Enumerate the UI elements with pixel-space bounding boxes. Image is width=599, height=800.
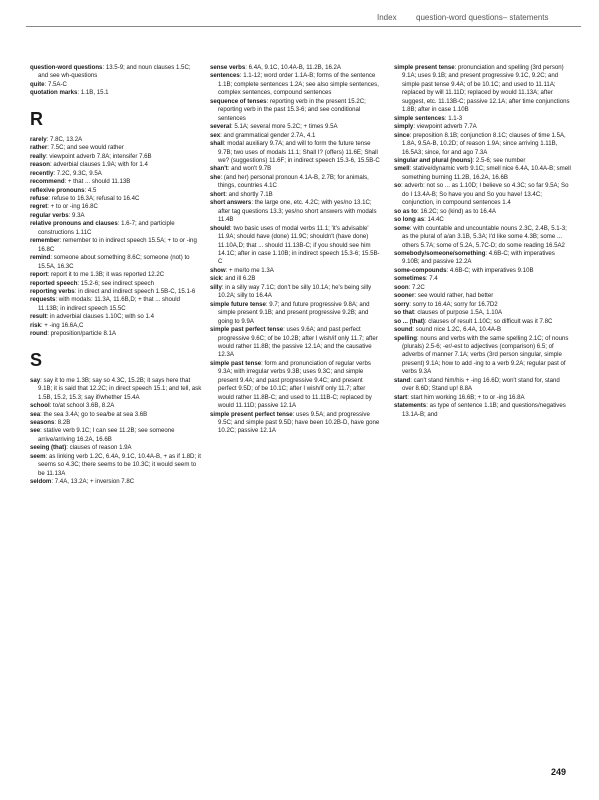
index-entry	[394, 165, 572, 182]
index-entry	[210, 199, 382, 224]
index-references: : with countable and uncountable nouns 2.3C, 2.4B, 5.1-3; as the plural of a/an 3.1B, 5.3A; I'd like some 4.3B; some ... others 5.7A; some of 5.2A, 5.7C-D; do some reading 16.5A2	[402, 224, 567, 249]
index-references: : and won't 9.7B	[227, 165, 272, 173]
index-references: : 4.5	[84, 186, 97, 194]
index-entry	[30, 444, 202, 452]
index-references: : 2.5-6; see number	[472, 156, 526, 164]
index-headword: really	[30, 152, 46, 160]
index-headword: school	[30, 402, 50, 410]
index-references: : nouns and verbs with the same spelling 2.1C; of nouns (plurals) 2.5-6; -er/-est to adjectives (comparison) 6.5; of adverbs of manner 7.1A; verbs (3rd person singular, simple present) 9.1A; how to add -ing to a verb 9.2A; regular past of verbs 9.3A	[402, 334, 569, 376]
index-references: : remember to in indirect speech 15.5A; + to or -ing 16.8C	[38, 237, 197, 253]
index-headword: recently	[30, 169, 54, 177]
index-entry	[30, 296, 202, 313]
index-headword: seasons	[30, 418, 55, 426]
index-headword: since	[394, 131, 410, 139]
index-entry	[210, 191, 382, 199]
index-entry	[394, 64, 572, 115]
index-headword: simple present perfect tense	[210, 410, 293, 418]
index-headword: round	[30, 330, 48, 338]
index-references: : and ill 6.2B	[221, 275, 256, 283]
index-references: : + to or -ing 16.8C	[47, 203, 98, 211]
index-entry	[394, 208, 572, 216]
index-references: : preposition 8.1B; conjunction 8.1C; clauses of time 1.5A, 1.8A, 9.5A-B, 10.2D; of reason 1.9A; since arriving 1.11B, 16.5A3; since, for and ago 7.3A	[402, 131, 566, 156]
index-headword: reported speech	[30, 279, 78, 287]
index-headword: silly	[210, 283, 222, 291]
index-headword: regret	[30, 203, 48, 211]
index-headword: so	[394, 182, 402, 190]
index-entry	[394, 182, 572, 207]
index-entry	[394, 275, 572, 283]
index-entry	[210, 132, 382, 140]
index-column-2	[210, 64, 382, 436]
index-entry	[30, 153, 202, 161]
index-headword: sea	[30, 410, 41, 418]
index-references: : someone about something 8.6C; someone (not) to 15.5A, 16.3C	[38, 254, 190, 270]
index-entry	[30, 411, 202, 419]
index-column-3	[394, 64, 572, 419]
index-headword: risk	[30, 321, 41, 329]
index-references: : to/at school 3.6B, 8.2A	[49, 402, 115, 410]
index-headword: stand	[394, 376, 411, 384]
index-references: : refuse to 16.3A; refusal to 16.4C	[48, 194, 140, 202]
index-references: : (and her) personal pronoun 4.1A-B, 2.7B; for animals, things, countries 4.1C	[218, 173, 369, 190]
running-head-range: question-word questions– statements	[416, 13, 549, 22]
index-entry	[210, 165, 382, 173]
index-entry	[30, 427, 202, 444]
index-headword: singular and plural (nouns)	[394, 156, 473, 164]
index-headword: quotation marks	[30, 89, 78, 97]
index-entry	[30, 161, 202, 169]
page-header	[0, 0, 599, 40]
index-references: : 1.1-12; word order 1.1A-B; forms of the sentence 1.1B; complete sentences 1.2A; see also simple sentences, complex sentences, compound sentences	[218, 72, 379, 97]
index-entry	[210, 72, 382, 97]
index-entry	[30, 178, 202, 186]
index-entry	[394, 284, 572, 292]
index-headword: smell	[394, 165, 410, 173]
index-headword: show	[210, 266, 226, 274]
index-headword: some-compounds	[394, 266, 447, 274]
index-headword: simply	[394, 123, 414, 131]
index-entry	[30, 478, 202, 486]
index-references: : 7.5C; and see would rather	[47, 144, 124, 152]
index-headword: start	[394, 393, 408, 401]
index-headword: simple sentences	[394, 114, 445, 122]
index-entry	[210, 140, 382, 165]
index-headword: relative pronouns and clauses	[30, 220, 118, 228]
index-headword: shall	[210, 140, 224, 148]
index-headword: reporting verbs	[30, 287, 75, 295]
index-references: : as linking verb 1.2C, 6.4A, 9.1C, 10.4A-B, + as if 1.8D; it seems so 4.3C; there seems to be 10.3C; it would seem to be 11.13A	[38, 452, 201, 477]
index-entry	[30, 322, 202, 330]
index-headword: rather	[30, 144, 48, 152]
index-references: : and shortly 7.1B	[225, 190, 273, 198]
index-entry	[30, 170, 202, 178]
index-headword: simple past tense	[210, 359, 262, 367]
index-entry	[30, 81, 202, 89]
index-references: : in adverbial clauses 1.10C; with so 1.4	[46, 313, 154, 321]
index-entry	[30, 64, 202, 81]
index-entry	[30, 377, 202, 402]
index-headword: refuse	[30, 194, 49, 202]
index-entry	[394, 335, 572, 377]
index-entry	[30, 237, 202, 254]
header-divider	[26, 26, 581, 27]
index-entry	[394, 318, 572, 326]
index-references: : 9.3A	[68, 211, 85, 219]
index-entry	[394, 309, 572, 317]
index-references: : can't stand him/his + -ing 16.6D; won't stand for, stand over 8.6D; Stand up! 8.8A	[402, 376, 560, 393]
index-references: : + -ing 16.6A,C	[40, 321, 84, 329]
index-entry	[210, 326, 382, 360]
index-entry	[210, 98, 382, 123]
index-references: : 13.5-9; and noun clauses 1.5C; and see wh-questions	[38, 64, 191, 80]
index-references: : and grammatical gender 2.7A, 4.1	[220, 131, 316, 139]
index-headword: several	[210, 123, 232, 131]
index-entry	[394, 394, 572, 402]
index-entry	[30, 453, 202, 478]
index-entry	[394, 326, 572, 334]
running-head-section: Index	[377, 13, 397, 22]
index-headword: seem	[30, 452, 46, 460]
index-headword: so that	[394, 309, 414, 317]
index-references: : + that ... should 11.13B	[64, 178, 131, 186]
index-entry	[394, 377, 572, 394]
index-headword: see	[30, 427, 41, 435]
index-entry	[30, 419, 202, 427]
index-entry	[210, 275, 382, 283]
index-headword: so long as	[394, 216, 425, 224]
index-entry	[210, 301, 382, 326]
index-references: : as type of sentence 1.1B; and questions/negatives 13.1A-B; and	[402, 402, 566, 418]
index-headword: somebody/someone/something	[394, 249, 486, 257]
index-headword: requests	[30, 296, 56, 304]
index-entry	[30, 89, 202, 97]
section-letter: S	[30, 349, 43, 370]
index-references: : uses 9.5A; and progressive 9.5C; and simple past 9.5D; have been 10.2B-D, have gone 10.2C; passive 12.1A	[218, 410, 380, 435]
index-entry	[394, 216, 572, 224]
index-headword: sentences	[210, 72, 240, 80]
index-references: : the sea 3.4A; go to sea/be at sea 3.6B	[40, 410, 148, 418]
index-entry	[30, 280, 202, 288]
index-entry	[30, 195, 202, 203]
index-entry	[210, 411, 382, 436]
index-references: : form and pronunciation of regular verbs 9.3A; with irregular verbs 9.3B; uses 9.3C; and simple present 9.4A; and past progressive 9.4C; and present perfect 9.5D; of be 10.1C; after I wish/if only 11.7; after would rather 11.8B-C; and used to 11.11B-C; replaced by would 11.11D; passive 12.1A	[218, 359, 372, 410]
index-references: : adverb: not so ... as 1.10D; I believe so 4.3C; so far 9.5A; So do I 13.4A-B; So have you and So you have! 13.4C; conjunction, in compound sentences 1.4	[401, 182, 569, 207]
index-references: : 1.1-3	[444, 114, 463, 122]
index-headword: question-word questions	[30, 64, 103, 71]
index-entry	[30, 254, 202, 271]
index-entry	[210, 284, 382, 301]
index-references: : 7.8C, 13.2A	[46, 135, 83, 143]
index-entry	[30, 313, 202, 321]
index-references: : adverbial clauses 1.9A; with for 1.4	[49, 161, 148, 169]
index-entry	[394, 267, 572, 275]
index-headword: sense verbs	[210, 64, 246, 71]
index-references: : clauses of purpose 1.5A, 1.10A	[413, 309, 503, 317]
index-headword: so as to	[394, 207, 418, 215]
index-entry	[210, 64, 382, 72]
index-entry	[30, 220, 202, 237]
index-references: : 1.1B, 15.1	[77, 89, 109, 97]
index-references: : pronunciation and spelling (3rd person) 9.1A; uses 9.1B; and present progressive 9.1C, 9.2C; and simple past tense 9.4A; of be 10.1C; and used to 11.11A; replaced by will 11.11D; replaced by would 11.13A; after suggest, etc. 11.13B-C; passive 12.1A; after time conjunctions 1.8B; after in case 1.10B	[402, 64, 570, 114]
index-references: : uses 9.6A; and past perfect progressive 9.6C; of be 10.2B; after I wish/if only 11.7; after would rather 11.8B; the passive 12.1A; and the causative 12.3A	[218, 326, 378, 359]
index-entry	[210, 174, 382, 191]
index-entry	[30, 288, 202, 296]
index-headword: spelling	[394, 334, 418, 342]
index-references: : 7.4	[425, 275, 438, 283]
index-references: : 7.2C	[408, 283, 425, 291]
index-references: : stative/dynamic verb 9.1C; smell nice 6.4A, 10.4A-B; smell something burning 11.2B, 16.2A, 16.6B	[402, 165, 571, 181]
page-number: 249	[551, 767, 567, 777]
index-headword: statements	[394, 402, 427, 410]
index-references: : 6.4A, 9.1C, 10.4A-B, 11.2B, 16.2A	[245, 64, 341, 71]
index-headword: should	[210, 224, 230, 232]
index-references: : sound nice 1.2C, 6.4A, 10.4A-B	[412, 326, 502, 334]
index-entry	[394, 402, 572, 419]
index-headword: result	[30, 313, 47, 321]
index-references: : stative verb 9.1C; I can see 11.2B; see someone arrive/arriving 16.2A, 16.6B	[38, 427, 175, 443]
index-references: : 9.7; and future progressive 9.8A; and simple present 9.1B; and present progressive 9.2B; and going to 9.9A	[218, 300, 370, 325]
index-headword: reflexive pronouns	[30, 186, 85, 194]
index-entry	[30, 402, 202, 410]
index-headword: sooner	[394, 292, 415, 300]
index-references: : in direct and indirect speech 1.5B-C, 15.1-6	[74, 287, 196, 295]
index-references: : see would rather, had better	[414, 292, 494, 300]
index-headword: simple past perfect tense	[210, 326, 284, 334]
index-headword: say	[30, 376, 41, 384]
index-headword: short answers	[210, 199, 252, 207]
index-references: : 14.4C	[424, 216, 444, 224]
index-headword: sex	[210, 131, 221, 139]
index-headword: shan't	[210, 165, 228, 173]
index-entry	[210, 123, 382, 131]
index-entry	[30, 212, 202, 220]
index-references: : clauses of result 1.10C; so difficult was it 7.8C	[424, 317, 553, 325]
index-headword: recommend	[30, 178, 65, 186]
index-entry	[394, 115, 572, 123]
index-references: : 15.2-6; see indirect speech	[77, 279, 154, 287]
index-headword: sorry	[394, 300, 410, 308]
index-entry	[394, 123, 572, 131]
section-letter: R	[30, 108, 43, 129]
index-entry	[210, 267, 382, 275]
index-entry	[30, 136, 202, 144]
index-entry	[30, 203, 202, 211]
index-references: : 4.6B-C; with imperatives 9.10B; and passive 12.2A	[402, 249, 555, 266]
index-headword: remind	[30, 254, 51, 262]
index-entry	[30, 330, 202, 338]
index-references: : 5.1A; several more 5.2C; + times 9.5A	[231, 123, 338, 131]
index-headword: sequence of tenses	[210, 97, 267, 105]
index-references: : the large one, etc. 4.2C; with yes/no 13.1C; after tag questions 13.3; yes/no short answers with modals 11.4B	[218, 199, 377, 224]
index-references: : 7.5A-C	[44, 80, 67, 88]
index-entry	[394, 250, 572, 267]
index-headword: simple future tense	[210, 300, 266, 308]
index-references: : 8.2B	[54, 418, 71, 426]
index-references: : modal auxiliary 9.7A; and will to form the future tense 9.7B; two uses of modals 11.1; Shall I? (offers) 11.6E; Shall we? (suggestions) 11.6F; in indirect speech 15.3-6, 15.5B-C	[218, 140, 380, 164]
index-references: : sorry to 16.4A; sorry for 16.7D2	[409, 300, 498, 308]
index-headword: short	[210, 190, 226, 198]
index-headword: rarely	[30, 135, 47, 143]
index-references: : 4.6B-C; with imperatives 9.10B	[446, 266, 534, 274]
index-references: : + me/to me 1.3A	[225, 266, 274, 274]
index-entry	[30, 271, 202, 279]
index-headword: seldom	[30, 478, 52, 486]
index-entry	[30, 144, 202, 152]
index-headword: simple present tense	[394, 64, 455, 71]
index-references: : viewpoint adverb 7.7A	[413, 123, 477, 131]
index-references: : two basic uses of modal verbs 11.1; 'it's advisable' 11.9A; should have (done) 11.9C; shouldn't (have done) 11.10A,D; that ... should 11.13B-C; if you should see him 14.1C; after in case 1.10B; in indirect speech 15.3-6; 15.5B-C	[218, 224, 380, 266]
index-headword: remember	[30, 237, 60, 245]
index-headword: she	[210, 173, 221, 181]
index-column-1	[30, 64, 202, 487]
index-references: : 1.6-7; and participle constructions 1.11C	[38, 220, 175, 236]
index-headword: sound	[394, 326, 413, 334]
index-references: : say it to me 1.3B; say so 4.3C, 15.2B; it says here that 9.1B; it is said that 12.2C; in direct speech 15.1; and tell, ask 1.5B, 15.2, 15.3; say if/whether 15.4A	[38, 376, 202, 401]
index-references: : preposition/particle 8.1A	[47, 330, 117, 338]
index-entry	[394, 225, 572, 250]
index-entry	[394, 157, 572, 165]
index-headword: reason	[30, 161, 50, 169]
index-headword: sometimes	[394, 275, 426, 283]
index-entry	[394, 292, 572, 300]
index-entry	[210, 225, 382, 267]
index-headword: quite	[30, 80, 45, 88]
index-references: : 7.4A, 13.2A; + inversion 7.8C	[51, 478, 135, 486]
index-entry	[394, 301, 572, 309]
index-headword: some	[394, 224, 410, 232]
index-references: : clauses of reason 1.9A	[66, 444, 132, 452]
index-headword: sick	[210, 275, 222, 283]
index-references: : with modals: 11.3A, 11.6B,D; + that ... should 11.13B; in indirect speech 15.5C	[38, 296, 180, 312]
index-entry	[210, 360, 382, 411]
index-references: : reporting verb in the present 15.2C; reporting verb in the past 15.3-6; and see conditional sentences	[218, 97, 366, 122]
index-entry	[30, 187, 202, 195]
index-entry	[394, 132, 572, 157]
index-references: : start him working 16.6B; + to or -ing 16.8A	[407, 393, 525, 401]
index-references: : in a silly way 7.1C; don't be silly 10.1A; he's being silly 10.2A; silly to 16.4A	[218, 283, 372, 300]
index-references: : 16.2C; so (kind) as to 16.4A	[417, 207, 496, 215]
index-headword: soon	[394, 283, 409, 291]
index-references: : 7.2C, 9.3C, 9.5A	[53, 169, 102, 177]
index-references: : viewpoint adverb 7.8A; intensifer 7.6B	[45, 152, 152, 160]
index-headword: seeing (that)	[30, 444, 67, 452]
index-references: : report it to me 1.3B; it was reported 12.2C	[47, 271, 165, 279]
index-headword: report	[30, 271, 48, 279]
index-headword: regular verbs	[30, 211, 69, 219]
index-headword: so ... (that)	[394, 317, 425, 325]
